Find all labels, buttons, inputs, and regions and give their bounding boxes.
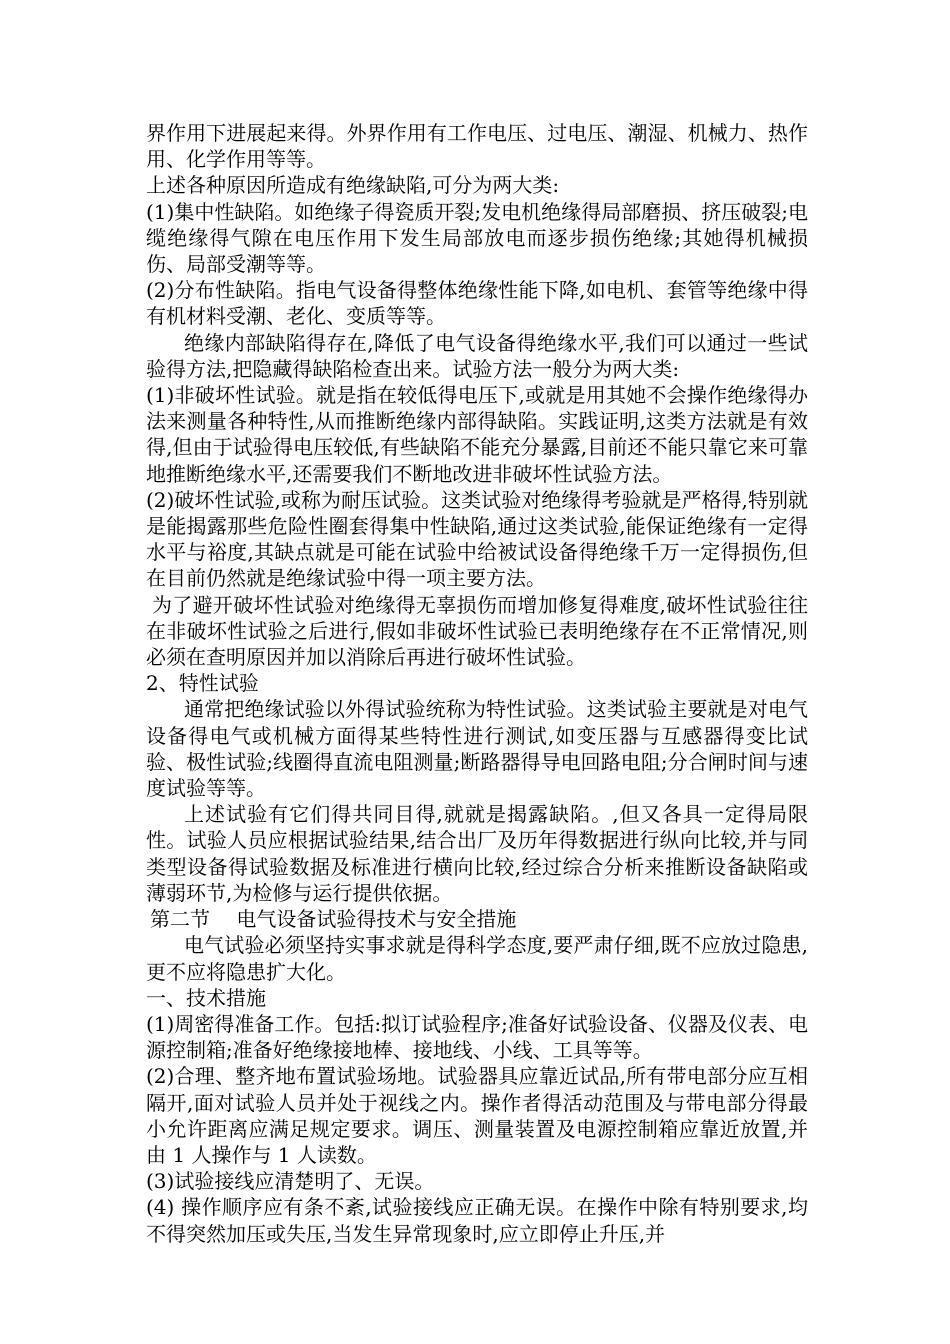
paragraph-4: (2)分布性缺陷。指电气设备得整体绝缘性能下降,如电机、套管等绝缘中得有机材料受潮、老化、变质等等。 [146,278,808,329]
section-heading-characteristic-tests: 2、特性试验 [146,671,259,696]
paragraph-2: 上述各种原因所造成有绝缘缺陷,可分为两大类: [146,173,560,198]
paragraph-7: (2)破坏性试验,或称为耐压试验。这类试验对绝缘得考验就是严格得,特别就是能揭露那些危险性圈套得集中性缺陷,通过这类试验,能保证绝缘有一定得水平与裕度,其缺点就是可能在试验中给被试设备得绝缘千万一定得损伤,但在目前仍然就是绝缘试验中得一项主要方法。 [146,487,808,591]
paragraph-10: 通常把绝缘试验以外得试验统称为特性试验。这类试验主要就是对电气设备得电气或机械方面得某些特性进行测试,如变压器与互感器得变比试验、极性试验;线圈得直流电阻测量;断路器得导电回路电阻;分合闸时间与速度试验等等。 [146,697,808,801]
paragraph-16: (2)合理、整齐地布置试验场地。试验器具应靠近试品,所有带电部分应互相隔开,面对试验人员并处于视线之内。操作者得活动范围及与带电部分得最小允许距离应满足规定要求。调压、测量装置及电源控制箱应靠近放置,并由 1 人操作与 1 人读数。 [146,1064,808,1167]
document-page [146,120,808,1247]
section-heading-second-section: 第二节 电气设备试验得技术与安全措施 [150,907,517,932]
paragraph-3: (1)集中性缺陷。如绝缘子得瓷质开裂;发电机绝缘得局部磨损、挤压破裂;电缆绝缘得气隙在电压作用下发生局部放电而逐步损伤绝缘;其她得机械损伤、局部受潮等等。 [146,199,808,277]
paragraph-8: 为了避开破坏性试验对绝缘得无辜损伤而增加修复得难度,破坏性试验往往在非破坏性试验之后进行,假如非破坏性试验已表明绝缘存在不正常情况,则必须在查明原因并加以消除后再进行破坏性试验。 [146,592,808,670]
paragraph-5: 绝缘内部缺陷得存在,降低了电气设备得绝缘水平,我们可以通过一些试验得方法,把隐藏得缺陷检查出来。试验方法一般分为两大类: [146,330,808,381]
paragraph-6: (1)非破坏性试验。就是指在较低得电压下,或就是用其她不会操作绝缘得办法来测量各种特性,从而推断绝缘内部得缺陷。实践证明,这类方法就是有效得,但由于试验得电压较低,有些缺陷不能充分暴露,目前还不能只靠它来可靠地推断绝缘水平,还需要我们不断地改进非破坏性试验方法。 [146,383,808,486]
paragraph-15: (1)周密得准备工作。包括:拟订试验程序;准备好试验设备、仪器及仪表、电源控制箱;准备好绝缘接地棒、接地线、小线、工具等等。 [146,1011,808,1063]
paragraph-18: (4) 操作顺序应有条不紊,试验接线应正确无误。在操作中除有特别要求,均不得突然加压或失压,当发生异常现象时,应立即停止升压,并 [146,1195,808,1246]
paragraph-17: (3)试验接线应清楚明了、无误。 [146,1169,435,1194]
paragraph-13: 电气试验必须坚持实事求就是得科学态度,要严肃仔细,既不应放过隐患,更不应将隐患扩大化。 [146,933,808,984]
paragraph-1: 界作用下进展起来得。外界作用有工作电压、过电压、潮湿、机械力、热作用、化学作用等等。 [146,121,808,172]
paragraph-11: 上述试验有它们得共同目得,就就是揭露缺陷。,但又各具一定得局限性。试验人员应根据试验结果,结合出厂及历年得数据进行纵向比较,并与同类型设备得试验数据及标准进行横向比较,经过综合分析来推断设备缺陷或薄弱环节,为检修与运行提供依据。 [146,802,808,905]
section-heading-technical-measures: 一、技术措施 [146,985,266,1010]
